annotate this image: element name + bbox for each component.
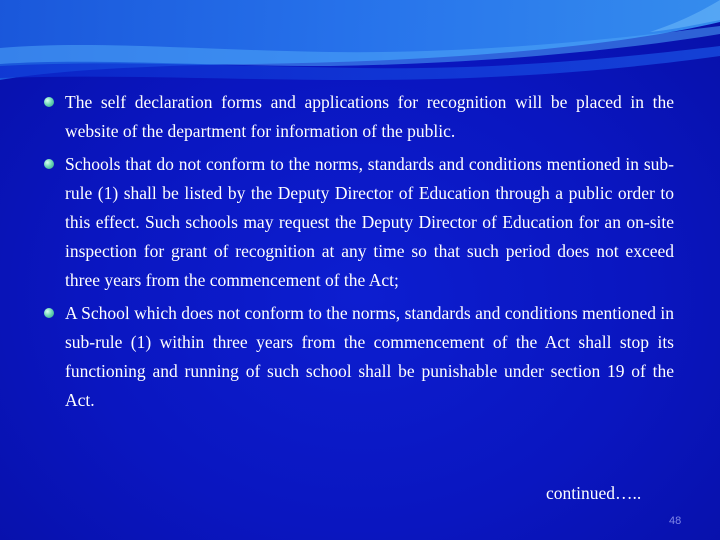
continued-label: continued….. [546,483,642,503]
list-item [44,88,674,146]
bullet-icon [44,159,54,169]
bullet-text: A School which does not conform to the norms, standards and conditions mentioned in sub-rule (1) within three years from the commencement of the Act shall stop its functioning and running of such school shall be punishable under section 19 of the Act. [65,303,674,410]
page-number: 48 [669,515,682,527]
bullet-icon [44,97,54,107]
list-item [44,150,674,295]
bullet-text: The self declaration forms and applications for recognition will be placed in the website of the department for information of the public. [65,92,674,141]
bullet-list [44,88,674,419]
list-item [44,299,674,415]
bullet-icon [44,308,54,318]
bullet-text: Schools that do not conform to the norms, standards and conditions mentioned in sub-rule (1) shall be listed by the Deputy Director of Education through a public order to this effect. Such schools may request the Deputy Director of Education for an on-site inspection for grant of recognition at any time so that such period does not exceed three years from the commencement of the Act; [65,154,674,290]
